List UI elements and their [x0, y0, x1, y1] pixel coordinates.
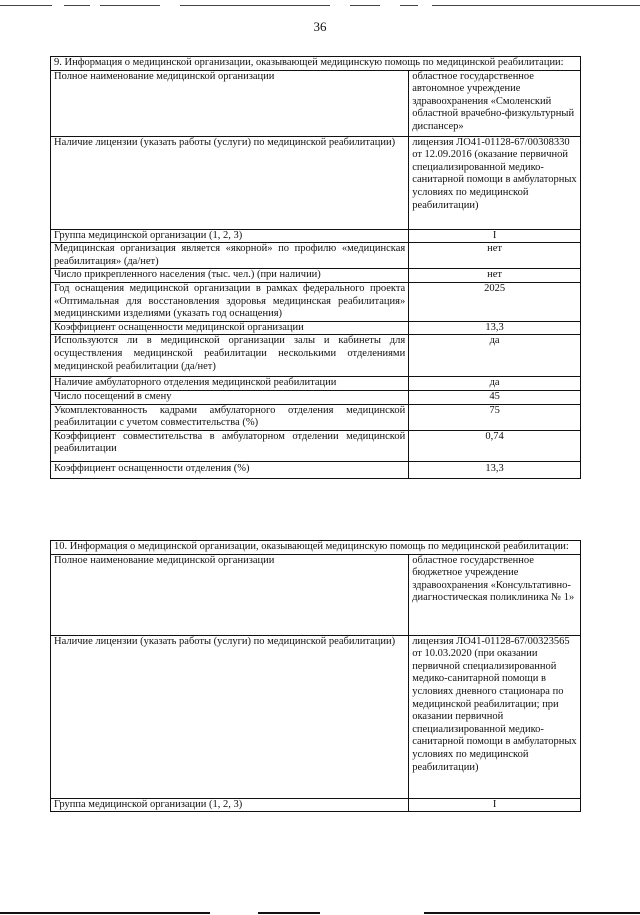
row-value: лицензия ЛО41-01128-67/00308330 от 12.09.2016 (оказание первичной специализированной медико-санитарной помощи в амбулаторных условиях по медицинской реабилитации): [409, 136, 581, 229]
scan-top-rule: [0, 5, 52, 6]
row-label: Наличие лицензии (указать работы (услуги) по медицинской реабилитации): [51, 635, 409, 798]
table-header-row: [51, 541, 581, 555]
table-row: [51, 335, 581, 377]
scan-top-rule: [400, 5, 418, 6]
row-value: I: [409, 229, 581, 243]
table-row: [51, 554, 581, 635]
table-row: [51, 229, 581, 243]
table-row: [51, 70, 581, 136]
row-value: I: [409, 798, 581, 812]
row-value: 2025: [409, 282, 581, 321]
row-label: Группа медицинской организации (1, 2, 3): [51, 229, 409, 243]
row-value: нет: [409, 269, 581, 283]
scan-top-rule: [432, 5, 640, 6]
row-value: лицензия ЛО41-01128-67/00323565 от 10.03.2020 (при оказании первичной специализированной медико-санитарной помощи в условиях дневного стационара по медицинской реабилитации; при оказании первичной специализированной медико-санитарной помощи в амбулаторных условиях по медицинской реабилитации): [409, 635, 581, 798]
row-value: нет: [409, 243, 581, 269]
row-value: да: [409, 377, 581, 391]
row-label: Полное наименование медицинской организации: [51, 554, 409, 635]
scan-top-rule: [350, 5, 380, 6]
table-row: [51, 798, 581, 812]
scan-bottom-rule: [424, 912, 640, 914]
row-label: Коэффициент совместительства в амбулаторном отделении медицинской реабилитации: [51, 430, 409, 461]
table-header: 10. Информация о медицинской организации, оказывающей медицинскую помощь по медицинской реабилитации:: [51, 541, 581, 555]
row-label: Используются ли в медицинской организации залы и кабинеты для осуществления медицинской реабилитации несколькими отделениями медицинской реабилитации (да/нет): [51, 335, 409, 377]
table-row: [51, 269, 581, 283]
row-label: Число прикрепленного населения (тыс. чел.) (при наличии): [51, 269, 409, 283]
table-row: [51, 404, 581, 430]
row-value: 45: [409, 390, 581, 404]
table-row: [51, 321, 581, 335]
row-label: Медицинская организация является «якорной» по профилю «медицинская реабилитация» (да/нет): [51, 243, 409, 269]
table-row: [51, 243, 581, 269]
table-row: [51, 635, 581, 798]
row-value: 13,3: [409, 461, 581, 478]
row-label: Полное наименование медицинской организации: [51, 70, 409, 136]
row-label: Коэффициент оснащенности медицинской организации: [51, 321, 409, 335]
scan-bottom-rule: [0, 912, 210, 914]
page-number: 36: [313, 19, 327, 34]
row-label: Число посещений в смену: [51, 390, 409, 404]
table-header-row: [51, 57, 581, 71]
row-label: Наличие лицензии (указать работы (услуги) по медицинской реабилитации): [51, 136, 409, 229]
row-value: 75: [409, 404, 581, 430]
table-row: [51, 461, 581, 478]
row-value: областное государственное автономное учреждение здравоохранения «Смоленский областной врачебно-физкультурный диспансер»: [409, 70, 581, 136]
info-table-9: [50, 56, 581, 479]
row-value: да: [409, 335, 581, 377]
scan-top-rule: [64, 5, 90, 6]
row-value: 13,3: [409, 321, 581, 335]
table-row: [51, 282, 581, 321]
table-row: [51, 430, 581, 461]
table-row: [51, 390, 581, 404]
scan-top-rule: [180, 5, 330, 6]
row-value: областное государственное бюджетное учреждение здравоохранения «Консультативно-диагностическая поликлиника № 1»: [409, 554, 581, 635]
table-header: 9. Информация о медицинской организации, оказывающей медицинскую помощь по медицинской реабилитации:: [51, 57, 581, 71]
row-label: Год оснащения медицинской организации в рамках федерального проекта «Оптимальная для восстановления здоровья медицинская реабилитация» медицинскими изделиями (указать год оснащения): [51, 282, 409, 321]
row-label: Группа медицинской организации (1, 2, 3): [51, 798, 409, 812]
scan-top-rule: [100, 5, 160, 6]
row-label: Наличие амбулаторного отделения медицинской реабилитации: [51, 377, 409, 391]
info-table-10: [50, 540, 581, 812]
table-row: [51, 377, 581, 391]
row-value: 0,74: [409, 430, 581, 461]
table-row: [51, 136, 581, 229]
row-label: Коэффициент оснащенности отделения (%): [51, 461, 409, 478]
row-label: Укомплектованность кадрами амбулаторного отделения медицинской реабилитации с учетом совместительства (%): [51, 404, 409, 430]
scan-bottom-rule: [258, 912, 320, 914]
